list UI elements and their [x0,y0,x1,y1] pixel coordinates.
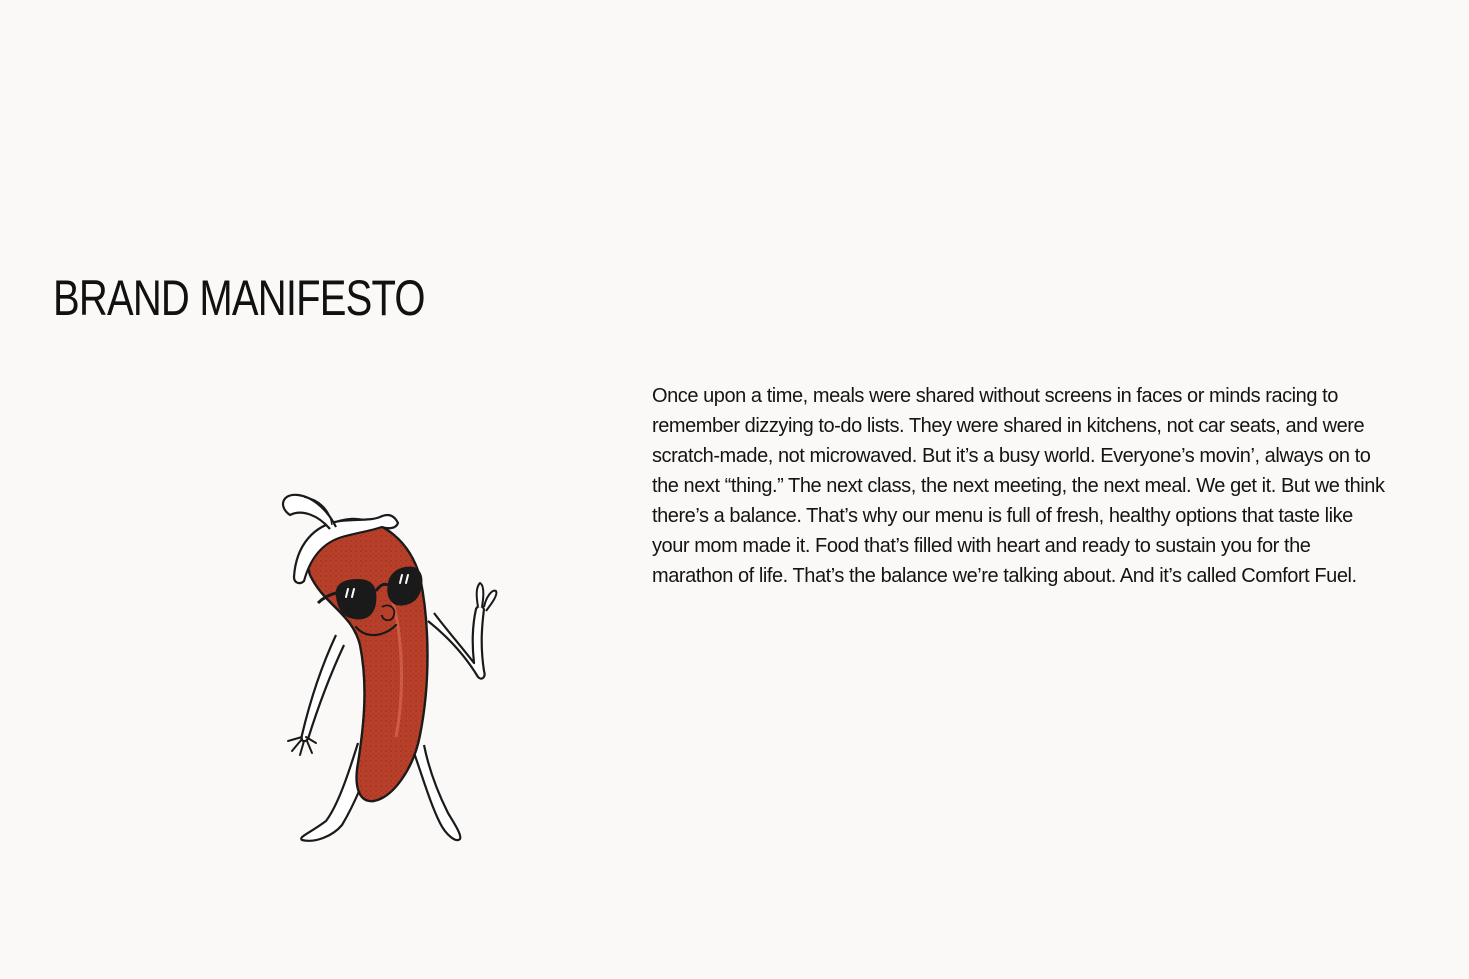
page-title: BRAND MANIFESTO [53,270,425,326]
chili-pepper-mascot-icon [270,485,510,855]
manifesto-paragraph: Once upon a time, meals were shared without screens in faces or minds racing to remember dizzying to-do lists. They were shared in kitchens, not car seats, and were scratch-made, not microwaved. But it’s a busy world. Everyone’s movin’, always on to the next “thing.” The next class, the next meeting, the next meal. We get it. But we think there’s a balance. That’s why our menu is full of fresh, healthy options that taste like your mom made it. Food that’s filled with heart and ready to sustain you for the marathon of life. That’s the balance we’re talking about. And it’s called Comfort Fuel. [652,385,1385,587]
